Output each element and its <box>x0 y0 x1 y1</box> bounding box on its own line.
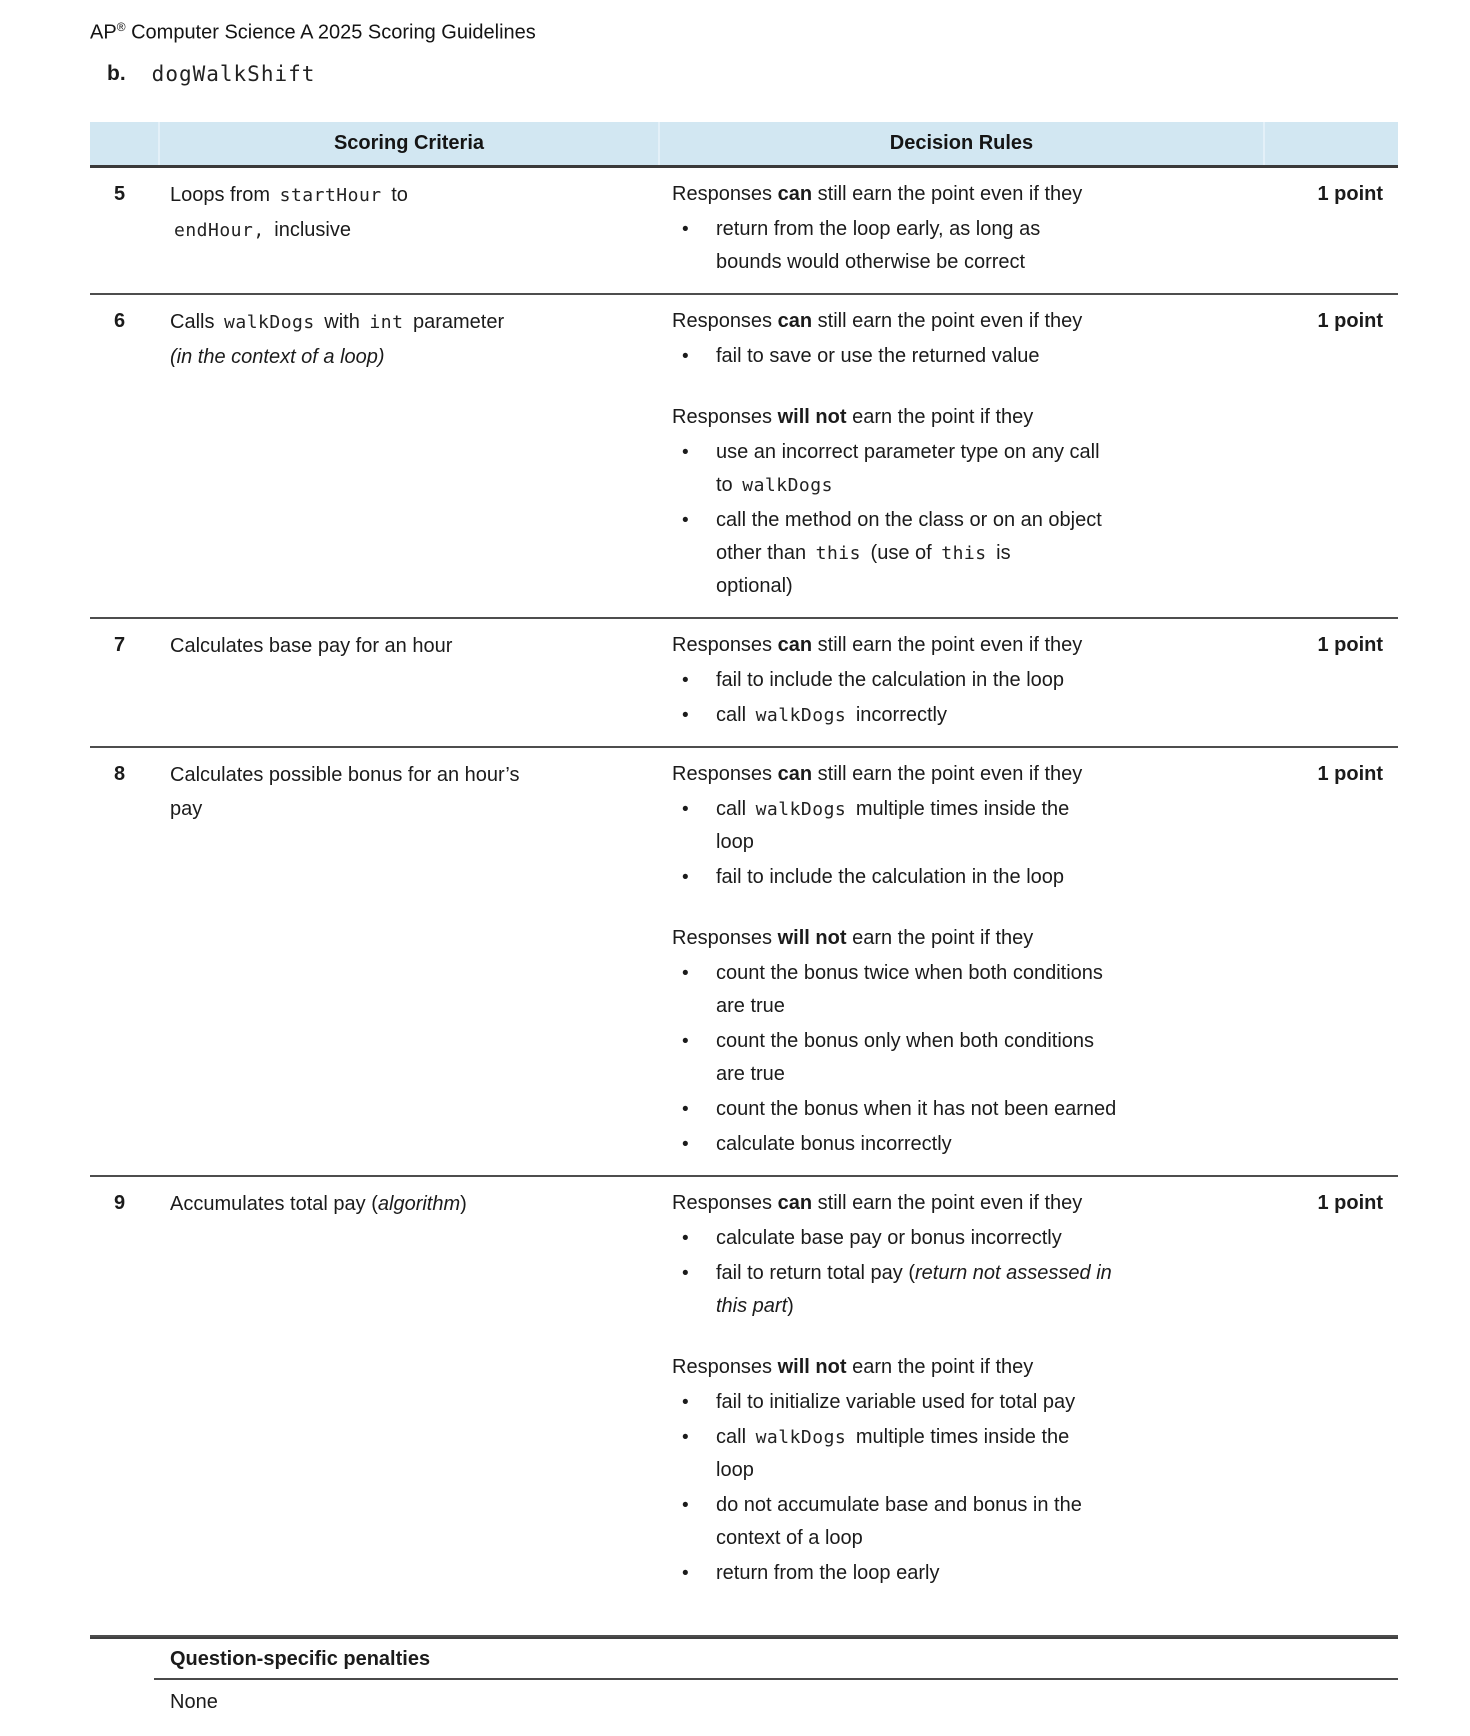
bullet-line <box>716 1454 1128 1487</box>
bullet-marker: • <box>682 441 689 463</box>
criteria-cell <box>155 629 660 732</box>
rule-heading <box>672 922 1128 955</box>
text-segment: can <box>777 633 813 656</box>
table-row <box>90 1177 1398 1637</box>
text-segment: earn the point if they <box>846 405 1034 428</box>
text-segment: with <box>318 310 366 333</box>
criteria-line <box>170 1187 565 1221</box>
text-segment: this <box>815 542 861 564</box>
bullet-marker: • <box>682 1030 689 1052</box>
text-segment: return from the loop early <box>716 1561 940 1584</box>
part-line <box>90 58 1470 90</box>
header-decision-rules: Decision Rules <box>658 122 1263 165</box>
text-segment: int <box>369 311 404 333</box>
text-segment: are true <box>716 1062 785 1085</box>
rule-heading <box>672 758 1128 791</box>
bullet-line <box>716 213 1128 246</box>
text-segment: context of a loop <box>716 1526 863 1549</box>
text-segment: Responses <box>672 182 778 205</box>
text-segment: call the method on the class or on an object <box>716 508 1102 531</box>
text-segment: call <box>716 703 752 726</box>
bullet-line <box>716 957 1128 990</box>
rule-block <box>672 305 1128 373</box>
text-segment: can <box>777 1191 813 1214</box>
text-segment: calculate bonus incorrectly <box>716 1132 952 1155</box>
row-number: 5 <box>114 182 126 205</box>
table-row <box>90 295 1398 619</box>
criteria-line <box>170 629 565 663</box>
text-segment: optional) <box>716 574 793 597</box>
text-segment: still earn the point even if they <box>812 309 1083 332</box>
text-segment: Calculates possible bonus for an hour’s <box>170 763 520 786</box>
bullet-item <box>672 1257 1128 1323</box>
bullet-item <box>672 793 1128 859</box>
bullet-marker: • <box>682 669 689 691</box>
bullet-line <box>716 537 1128 570</box>
text-segment: to <box>385 183 408 206</box>
bullet-item <box>672 436 1128 502</box>
criteria-cell <box>155 305 660 603</box>
bullet-line <box>716 504 1128 537</box>
text-segment: walkDogs <box>755 798 847 820</box>
points-cell: 1 point <box>1317 633 1383 656</box>
rule-heading <box>672 305 1128 338</box>
text-segment: endHour, <box>174 219 265 241</box>
part-method-name: dogWalkShift <box>151 61 316 86</box>
rule-heading <box>672 401 1128 434</box>
bullet-marker: • <box>682 1562 689 1584</box>
text-segment: will not <box>777 926 847 949</box>
row-number: 6 <box>114 309 126 332</box>
text-segment: ) <box>460 1192 467 1215</box>
rule-block <box>672 401 1128 603</box>
header-points-cell <box>1263 122 1398 165</box>
bullet-marker: • <box>682 345 689 367</box>
rules-cell <box>660 1187 1248 1590</box>
doc-title-brand: AP <box>90 21 117 44</box>
rule-block <box>672 178 1128 279</box>
header-scoring-criteria: Scoring Criteria <box>158 122 658 165</box>
criteria-line <box>170 340 565 374</box>
doc-title <box>90 14 1470 46</box>
text-segment: incorrectly <box>850 703 947 726</box>
bullet-line <box>716 1025 1128 1058</box>
bullet-item <box>672 1025 1128 1091</box>
text-segment: call <box>716 797 752 820</box>
bullet-marker: • <box>682 1227 689 1249</box>
text-segment: pay <box>170 797 203 820</box>
text-segment: calculate base pay or bonus incorrectly <box>716 1226 1062 1249</box>
text-segment: parameter <box>407 310 505 333</box>
registered-trademark-symbol: ® <box>116 20 126 34</box>
text-segment: bounds would otherwise be correct <box>716 250 1026 273</box>
text-segment: count the bonus only when both conditions <box>716 1029 1095 1052</box>
text-segment: startHour <box>279 184 382 206</box>
bullet-line <box>716 1222 1128 1255</box>
bullet-line <box>716 340 1128 373</box>
text-segment: earn the point if they <box>846 1355 1034 1378</box>
bullet-item <box>672 340 1128 373</box>
text-segment: Responses <box>672 309 778 332</box>
text-segment: Responses <box>672 405 778 428</box>
rule-heading <box>672 178 1128 211</box>
text-segment: still earn the point even if they <box>812 633 1083 656</box>
bullet-marker: • <box>682 1098 689 1120</box>
text-segment: fail to initialize variable used for total pay <box>716 1390 1076 1413</box>
text-segment: call <box>716 1425 752 1448</box>
table-body <box>90 168 1398 1637</box>
bullet-marker: • <box>682 704 689 726</box>
rules-cell <box>660 305 1248 603</box>
part-label: b. <box>107 61 126 85</box>
row-number: 7 <box>114 633 126 656</box>
text-segment: will not <box>777 405 847 428</box>
text-segment: Loops from <box>170 183 276 206</box>
criteria-line <box>170 792 565 826</box>
text-segment: Calls <box>170 310 221 333</box>
bullet-line <box>716 1058 1128 1091</box>
bullet-line <box>716 793 1128 826</box>
text-segment: this part <box>716 1294 788 1317</box>
text-segment: return not assessed in <box>914 1261 1112 1284</box>
text-segment: is <box>990 541 1011 564</box>
bullet-marker: • <box>682 962 689 984</box>
criteria-line <box>170 305 565 340</box>
bullet-line <box>716 1386 1128 1419</box>
text-segment: count the bonus when it has not been earned <box>716 1097 1117 1120</box>
text-segment: algorithm <box>377 1192 461 1215</box>
bullet-item <box>672 1421 1128 1487</box>
bullet-marker: • <box>682 1426 689 1448</box>
bullet-item <box>672 1557 1128 1590</box>
penalties-section <box>90 1637 1398 1719</box>
bullet-item <box>672 213 1128 279</box>
bullet-item <box>672 699 1128 732</box>
text-segment: multiple times inside the <box>850 797 1070 820</box>
text-segment: are true <box>716 994 785 1017</box>
text-segment: ) <box>787 1294 794 1317</box>
bullet-item <box>672 504 1128 603</box>
bullet-line <box>716 1093 1128 1126</box>
text-segment: use an incorrect parameter type on any call <box>716 440 1100 463</box>
rule-heading <box>672 1187 1128 1220</box>
bullet-item <box>672 1489 1128 1555</box>
bullet-marker: • <box>682 798 689 820</box>
text-segment: loop <box>716 830 754 853</box>
doc-header <box>0 0 1470 90</box>
table-row <box>90 619 1398 748</box>
bullet-item <box>672 1222 1128 1255</box>
criteria-cell <box>155 758 660 1161</box>
text-segment: can <box>777 309 813 332</box>
criteria-line <box>170 758 565 792</box>
text-segment: walkDogs <box>755 704 847 726</box>
text-segment: this <box>941 542 987 564</box>
text-segment: still earn the point even if they <box>812 182 1083 205</box>
bullet-line <box>716 1522 1128 1555</box>
text-segment: Responses <box>672 1191 778 1214</box>
text-segment: walkDogs <box>742 474 833 496</box>
penalties-label: Question-specific penalties <box>170 1647 431 1670</box>
points-cell: 1 point <box>1317 182 1383 205</box>
penalties-value: None <box>170 1690 218 1713</box>
table-row <box>90 168 1398 295</box>
points-cell: 1 point <box>1317 1191 1383 1214</box>
text-segment: do not accumulate base and bonus in the <box>716 1493 1082 1516</box>
doc-title-text: Computer Science A 2025 Scoring Guidelines <box>125 21 536 44</box>
text-segment: Responses <box>672 926 778 949</box>
bullet-line <box>716 570 1128 603</box>
text-segment: (in the context of a loop) <box>170 345 385 368</box>
text-segment: Calculates base pay for an hour <box>170 634 453 657</box>
rule-heading <box>672 1351 1128 1384</box>
table-row <box>90 748 1398 1177</box>
text-segment: other than <box>716 541 812 564</box>
penalties-label-row <box>154 1639 1398 1680</box>
text-segment: return from the loop early, as long as <box>716 217 1041 240</box>
bullet-marker: • <box>682 218 689 240</box>
bullet-line <box>716 1290 1128 1323</box>
rules-cell <box>660 178 1248 279</box>
bullet-marker: • <box>682 1262 689 1284</box>
text-segment: Responses <box>672 1355 778 1378</box>
bullet-marker: • <box>682 1391 689 1413</box>
bullet-line <box>716 861 1128 894</box>
text-segment: loop <box>716 1458 754 1481</box>
bullet-marker: • <box>682 866 689 888</box>
text-segment: earn the point if they <box>846 926 1034 949</box>
bullet-line <box>716 1557 1128 1590</box>
bullet-item <box>672 957 1128 1023</box>
row-number: 8 <box>114 762 126 785</box>
bullet-item <box>672 1128 1128 1161</box>
text-segment: Responses <box>672 762 778 785</box>
rule-block <box>672 758 1128 894</box>
bullet-line <box>716 1257 1128 1290</box>
text-segment: to <box>716 473 739 496</box>
rules-cell <box>660 758 1248 1161</box>
bullet-item <box>672 861 1128 894</box>
bullet-marker: • <box>682 1133 689 1155</box>
text-segment: can <box>777 182 813 205</box>
text-segment: Responses <box>672 633 778 656</box>
text-segment: walkDogs <box>224 311 315 333</box>
bullet-line <box>716 1489 1128 1522</box>
rule-block <box>672 629 1128 732</box>
text-segment: (use of <box>864 541 938 564</box>
text-segment: still earn the point even if they <box>812 1191 1083 1214</box>
scoring-table <box>90 122 1398 1719</box>
text-segment: fail to return total pay ( <box>716 1261 915 1284</box>
rule-block <box>672 1187 1128 1323</box>
text-segment: fail to include the calculation in the loop <box>716 865 1065 888</box>
rule-block <box>672 922 1128 1161</box>
bullet-marker: • <box>682 1494 689 1516</box>
text-segment: still earn the point even if they <box>812 762 1083 785</box>
bullet-line <box>716 1421 1128 1454</box>
rule-block <box>672 1351 1128 1590</box>
bullet-line <box>716 1128 1128 1161</box>
text-segment: walkDogs <box>755 1426 847 1448</box>
text-segment: will not <box>777 1355 847 1378</box>
bullet-line <box>716 699 1128 732</box>
text-segment: count the bonus twice when both conditions <box>716 961 1103 984</box>
criteria-cell <box>155 178 660 279</box>
bullet-line <box>716 469 1128 502</box>
bullet-line <box>716 436 1128 469</box>
bullet-line <box>716 826 1128 859</box>
criteria-line <box>170 213 565 248</box>
table-header-row <box>90 122 1398 168</box>
bullet-item <box>672 664 1128 697</box>
points-cell: 1 point <box>1317 762 1383 785</box>
bullet-line <box>716 664 1128 697</box>
text-segment: fail to include the calculation in the loop <box>716 668 1065 691</box>
criteria-line <box>170 178 565 213</box>
text-segment: Accumulates total pay ( <box>170 1192 378 1215</box>
bullet-item <box>672 1386 1128 1419</box>
bullet-marker: • <box>682 509 689 531</box>
bullet-line <box>716 990 1128 1023</box>
text-segment: fail to save or use the returned value <box>716 344 1040 367</box>
row-number: 9 <box>114 1191 126 1214</box>
rule-heading <box>672 629 1128 662</box>
text-segment: can <box>777 762 813 785</box>
rules-cell <box>660 629 1248 732</box>
points-cell: 1 point <box>1317 309 1383 332</box>
criteria-cell <box>155 1187 660 1590</box>
bullet-line <box>716 246 1128 279</box>
bullet-item <box>672 1093 1128 1126</box>
text-segment: inclusive <box>268 218 351 241</box>
text-segment: multiple times inside the <box>850 1425 1070 1448</box>
